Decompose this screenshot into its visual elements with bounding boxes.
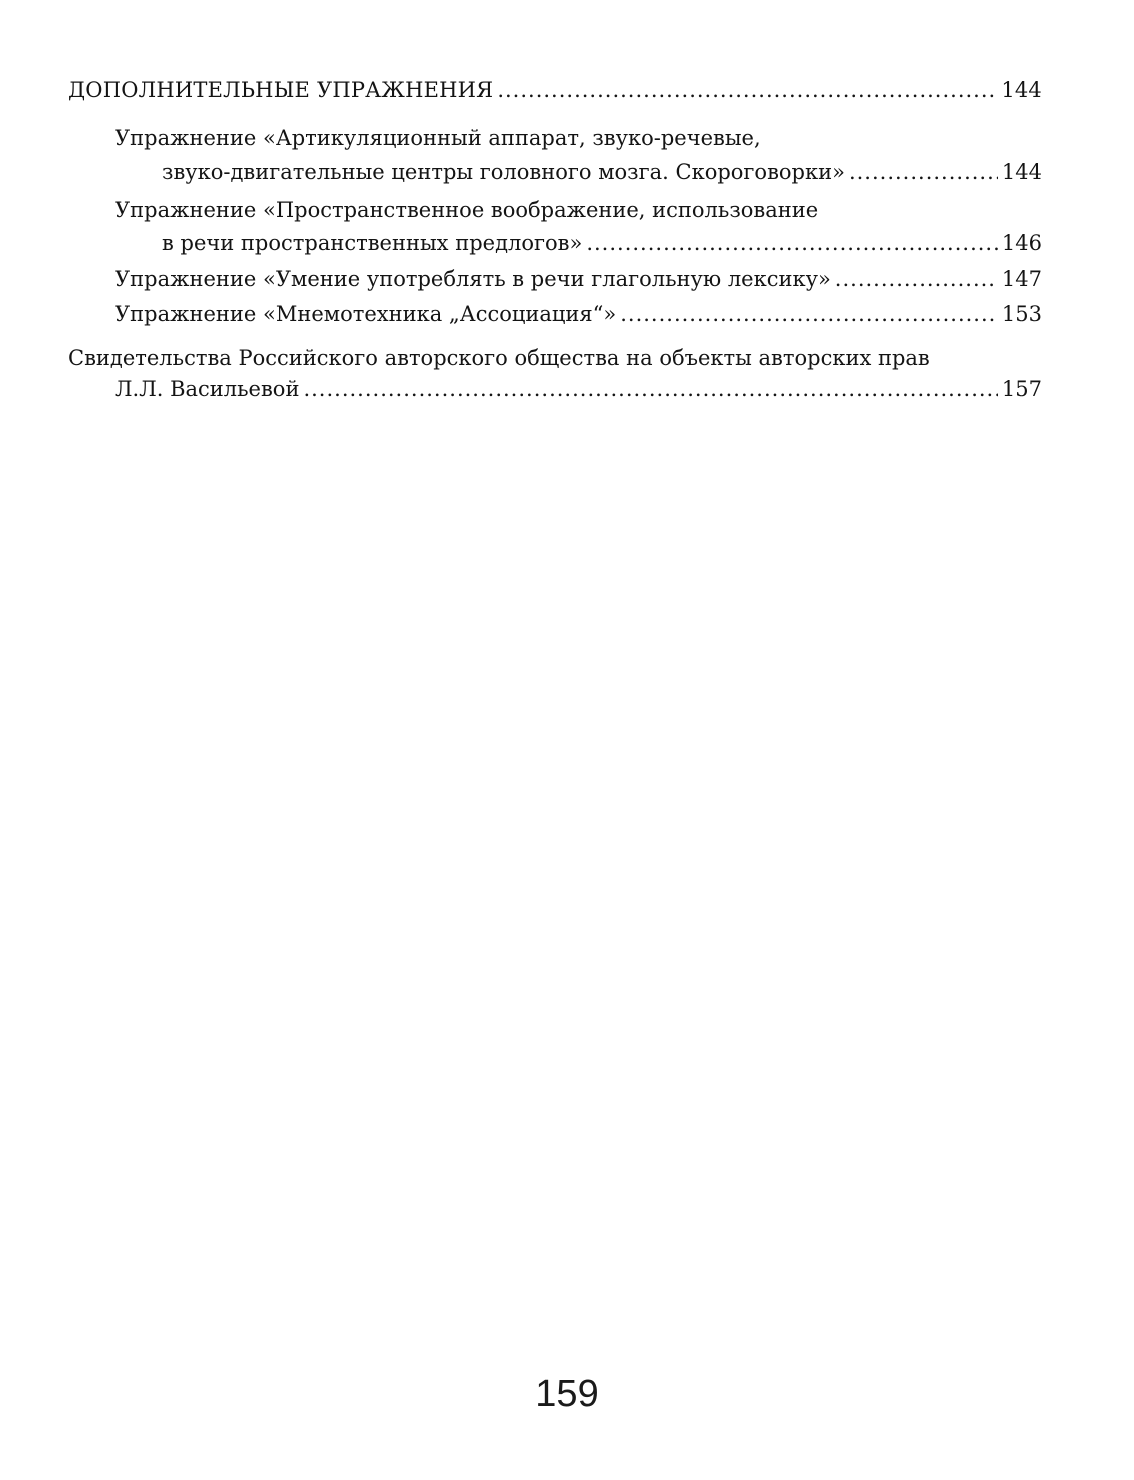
toc-entry-page: 157 — [1001, 377, 1042, 401]
table-of-contents — [0, 0, 1134, 420]
toc-entry-page: 144 — [1001, 78, 1042, 102]
dot-leader — [497, 76, 997, 104]
toc-entry-page: 146 — [1001, 231, 1042, 255]
toc-entry-line: Упражнение «Артикуляционный аппарат, звуко-речевые, — [115, 126, 761, 150]
toc-entry-title: в речи пространственных предлогов» — [162, 231, 583, 255]
dot-leader — [849, 158, 998, 186]
toc-entry-title: Упражнение «Умение употреблять в речи глагольную лексику» — [115, 267, 831, 291]
dot-leader — [620, 300, 998, 328]
dot-leader — [835, 265, 998, 293]
dot-leader — [586, 229, 998, 257]
toc-entry-page: 144 — [1001, 160, 1042, 184]
toc-entry-page: 153 — [1001, 302, 1042, 326]
toc-entry-verbs — [115, 265, 1042, 293]
toc-entry-title: Упражнение «Мнемотехника „Ассоциация“» — [115, 302, 617, 326]
page-number: 159 — [535, 1373, 599, 1415]
toc-entry-title: звуко-двигательные центры головного мозга. Скороговорки» — [162, 160, 845, 184]
toc-entry-spatial — [162, 229, 1042, 257]
toc-entry-articulation — [162, 158, 1042, 186]
toc-entry-line: Свидетельства Российского авторского общества на объекты авторских прав — [68, 346, 930, 370]
toc-entry-line: Упражнение «Пространственное воображение, использование — [115, 198, 819, 222]
toc-entry-title: ДОПОЛНИТЕЛЬНЫЕ УПРАЖНЕНИЯ — [68, 78, 494, 102]
toc-entry-title: Л.Л. Васильевой — [115, 377, 300, 401]
toc-section-additional-exercises — [68, 76, 1042, 104]
toc-entry-page: 147 — [1001, 267, 1042, 291]
toc-entry-certificates — [115, 375, 1042, 403]
toc-entry-mnemonics — [115, 300, 1042, 328]
dot-leader — [303, 375, 997, 403]
